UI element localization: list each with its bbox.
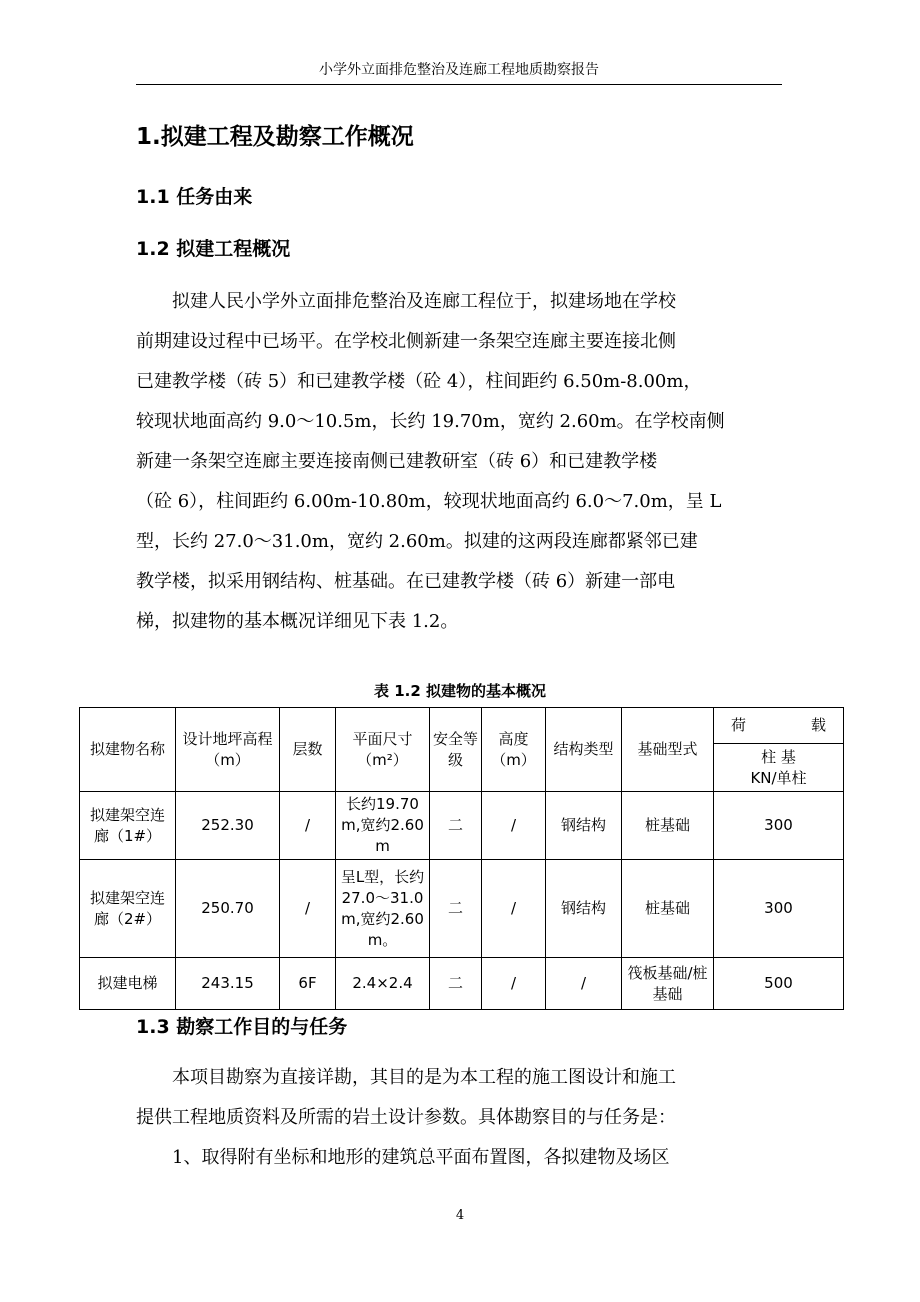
cell-height: / [482, 860, 546, 958]
header-load [714, 708, 844, 744]
cell-size: 2.4×2.4 [336, 958, 430, 1010]
paragraph-line: 新建一条架空连廊主要连接南侧已建教研室（砖 6）和已建教学楼 [136, 451, 658, 472]
cell-size: 长约19.70m,宽约2.60m [336, 792, 430, 860]
paragraph-line: 拟建人民小学外立面排危整治及连廊工程位于，拟建场地在学校 [172, 291, 676, 312]
paragraph-line: 型，长约 27.0～31.0m，宽约 2.60m。拟建的这两段连廊都紧邻已建 [136, 531, 698, 552]
paragraph-line: 提供工程地质资料及所需的岩土设计参数。具体勘察目的与任务是： [136, 1107, 676, 1128]
cell-structure: 钢结构 [546, 792, 622, 860]
paragraph-line: 较现状地面高约 9.0～10.5m，长约 19.70m，宽约 2.60m。在学校南侧 [136, 411, 725, 432]
cell-size: 呈L型，长约27.0～31.0m,宽约2.60m。 [336, 860, 430, 958]
paragraph-line: 前期建设过程中已场平。在学校北侧新建一条架空连廊主要连接北侧 [136, 331, 676, 352]
page-number: 4 [455, 1208, 465, 1223]
header-load-unit [714, 744, 844, 792]
cell-structure: 钢结构 [546, 860, 622, 958]
cell-structure: / [546, 958, 622, 1010]
cell-height: / [482, 792, 546, 860]
section-1-heading: 1.拟建工程及勘察工作概况 [136, 124, 414, 150]
header-size: 平面尺寸（m²） [336, 708, 430, 792]
cell-foundation: 桩基础 [622, 860, 714, 958]
table-row [80, 792, 844, 860]
cell-load: 300 [714, 792, 844, 860]
paragraph-line: 教学楼，拟采用钢结构、桩基础。在已建教学楼（砖 6）新建一部电 [136, 571, 676, 592]
cell-floors: / [280, 792, 336, 860]
cell-floors: 6F [280, 958, 336, 1010]
header-load-char-2: 载 [810, 716, 826, 734]
header-name: 拟建物名称 [80, 708, 176, 792]
header-load-sub-1: 柱 基 [761, 747, 796, 766]
section-1-3-heading: 1.3 勘察工作目的与任务 [136, 1016, 348, 1038]
project-overview-paragraph [136, 282, 784, 642]
cell-safety: 二 [430, 860, 482, 958]
header-foundation: 基础型式 [622, 708, 714, 792]
cell-foundation: 筏板基础/桩基础 [622, 958, 714, 1010]
paragraph-line: （砼 6），柱间距约 6.00m-10.80m，较现状地面高约 6.0～7.0m，呈 L [136, 491, 722, 512]
table-row [80, 860, 844, 958]
table-row [80, 958, 844, 1010]
cell-elevation: 250.70 [176, 860, 280, 958]
header-elevation: 设计地坪高程（m） [176, 708, 280, 792]
paragraph-line: 本项目勘察为直接详勘，其目的是为本工程的施工图设计和施工 [172, 1067, 676, 1088]
header-structure: 结构类型 [546, 708, 622, 792]
cell-elevation: 243.15 [176, 958, 280, 1010]
running-header: 小学外立面排危整治及连廊工程地质勘察报告 [136, 60, 782, 85]
header-load-char-1: 荷 [731, 716, 747, 734]
cell-foundation: 桩基础 [622, 792, 714, 860]
cell-name: 拟建电梯 [80, 958, 176, 1010]
section-1-2-heading: 1.2 拟建工程概况 [136, 238, 291, 260]
cell-elevation: 252.30 [176, 792, 280, 860]
header-safety: 安全等级 [430, 708, 482, 792]
table-caption: 表 1.2 拟建物的基本概况 [373, 682, 547, 700]
cell-floors: / [280, 860, 336, 958]
cell-safety: 二 [430, 958, 482, 1010]
cell-height: / [482, 958, 546, 1010]
cell-name: 拟建架空连廊（1#） [80, 792, 176, 860]
header-height: 高度（m） [482, 708, 546, 792]
cell-safety: 二 [430, 792, 482, 860]
cell-load: 300 [714, 860, 844, 958]
cell-name: 拟建架空连廊（2#） [80, 860, 176, 958]
paragraph-line: 已建教学楼（砖 5）和已建教学楼（砼 4），柱间距约 6.50m-8.00m， [136, 371, 702, 392]
paragraph-line: 梯，拟建物的基本概况详细见下表 1.2。 [136, 611, 459, 632]
cell-load: 500 [714, 958, 844, 1010]
survey-purpose-paragraph [136, 1058, 784, 1178]
header-load-sub-2: KN/单柱 [750, 768, 807, 787]
section-1-1-heading: 1.1 任务由来 [136, 186, 253, 208]
building-overview-table [79, 707, 844, 1010]
header-floors: 层数 [280, 708, 336, 792]
paragraph-line: 1、取得附有坐标和地形的建筑总平面布置图，各拟建物及场区 [172, 1147, 670, 1168]
